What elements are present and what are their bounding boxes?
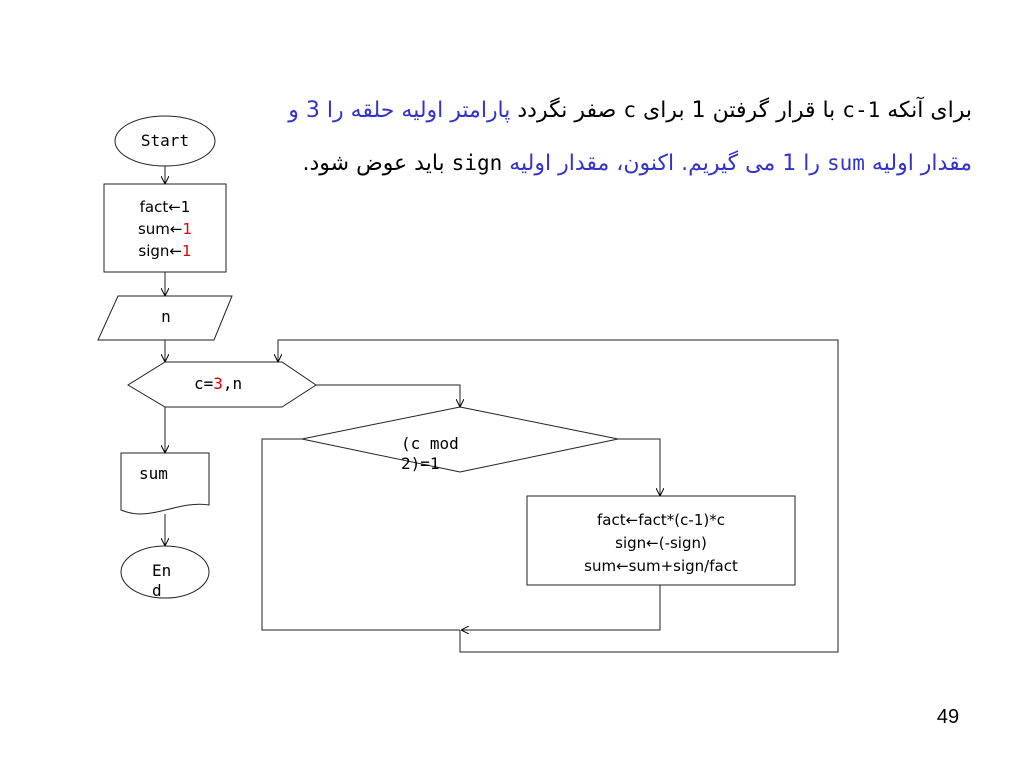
text-seg3: با قرار گرفتن 1 برای — [635, 98, 843, 123]
page-number: 49 — [936, 706, 960, 728]
text-seg7: sum — [827, 151, 865, 175]
loop-suffix: ,n — [222, 374, 243, 393]
output-label: sum — [139, 464, 168, 483]
end-label — [152, 561, 171, 601]
loop-start-value: 3 — [213, 374, 223, 393]
init-sign-value: 1 — [182, 242, 192, 260]
init-sum-prefix: sum← — [137, 220, 183, 238]
condition-label — [401, 434, 459, 474]
init-sum-value: 1 — [182, 220, 193, 238]
init-sum-line — [104, 218, 226, 240]
init-fact-line: fact←1 — [139, 198, 191, 216]
text-seg2: c-1 — [842, 98, 881, 122]
body-fact-line: fact←fact*(c-1)*c — [597, 511, 725, 529]
condition-diamond — [302, 407, 618, 472]
text-seg6: پارامتر اولیه حلقه را 3 و مقدار اولیه — [288, 98, 972, 176]
loop-label — [194, 373, 242, 395]
text-seg9: sign — [451, 151, 503, 175]
init-label — [104, 196, 226, 262]
text-seg5: صفر نگردد — [510, 98, 624, 123]
arrow-condition-true-to-body — [618, 439, 660, 495]
text-seg8: را 1 می گیریم. اکنون، مقدار اولیه — [502, 151, 827, 176]
text-seg4: c — [623, 98, 636, 122]
arrow-loop-to-condition — [316, 385, 460, 406]
loop-prefix: c= — [194, 374, 214, 393]
input-label: n — [161, 307, 171, 326]
text-seg1: برای آنکه — [880, 98, 972, 123]
loop-body-label — [527, 509, 795, 578]
start-label: Start — [140, 131, 190, 150]
init-sign-prefix: sign← — [138, 242, 183, 260]
body-sum-line: sum←sum+sign/fact — [584, 557, 738, 575]
body-sign-line: sign←(-sign) — [615, 534, 707, 552]
arrow-body-to-merge — [462, 585, 660, 630]
end-line1: En — [152, 561, 172, 580]
end-line2: d — [152, 581, 162, 600]
condition-line2: 2)=1 — [401, 454, 440, 473]
condition-line1: (c mod — [401, 434, 459, 453]
text-seg10: باید عوض شود. — [302, 151, 452, 176]
init-sign-line — [104, 240, 226, 262]
explanation-paragraph — [252, 84, 972, 190]
